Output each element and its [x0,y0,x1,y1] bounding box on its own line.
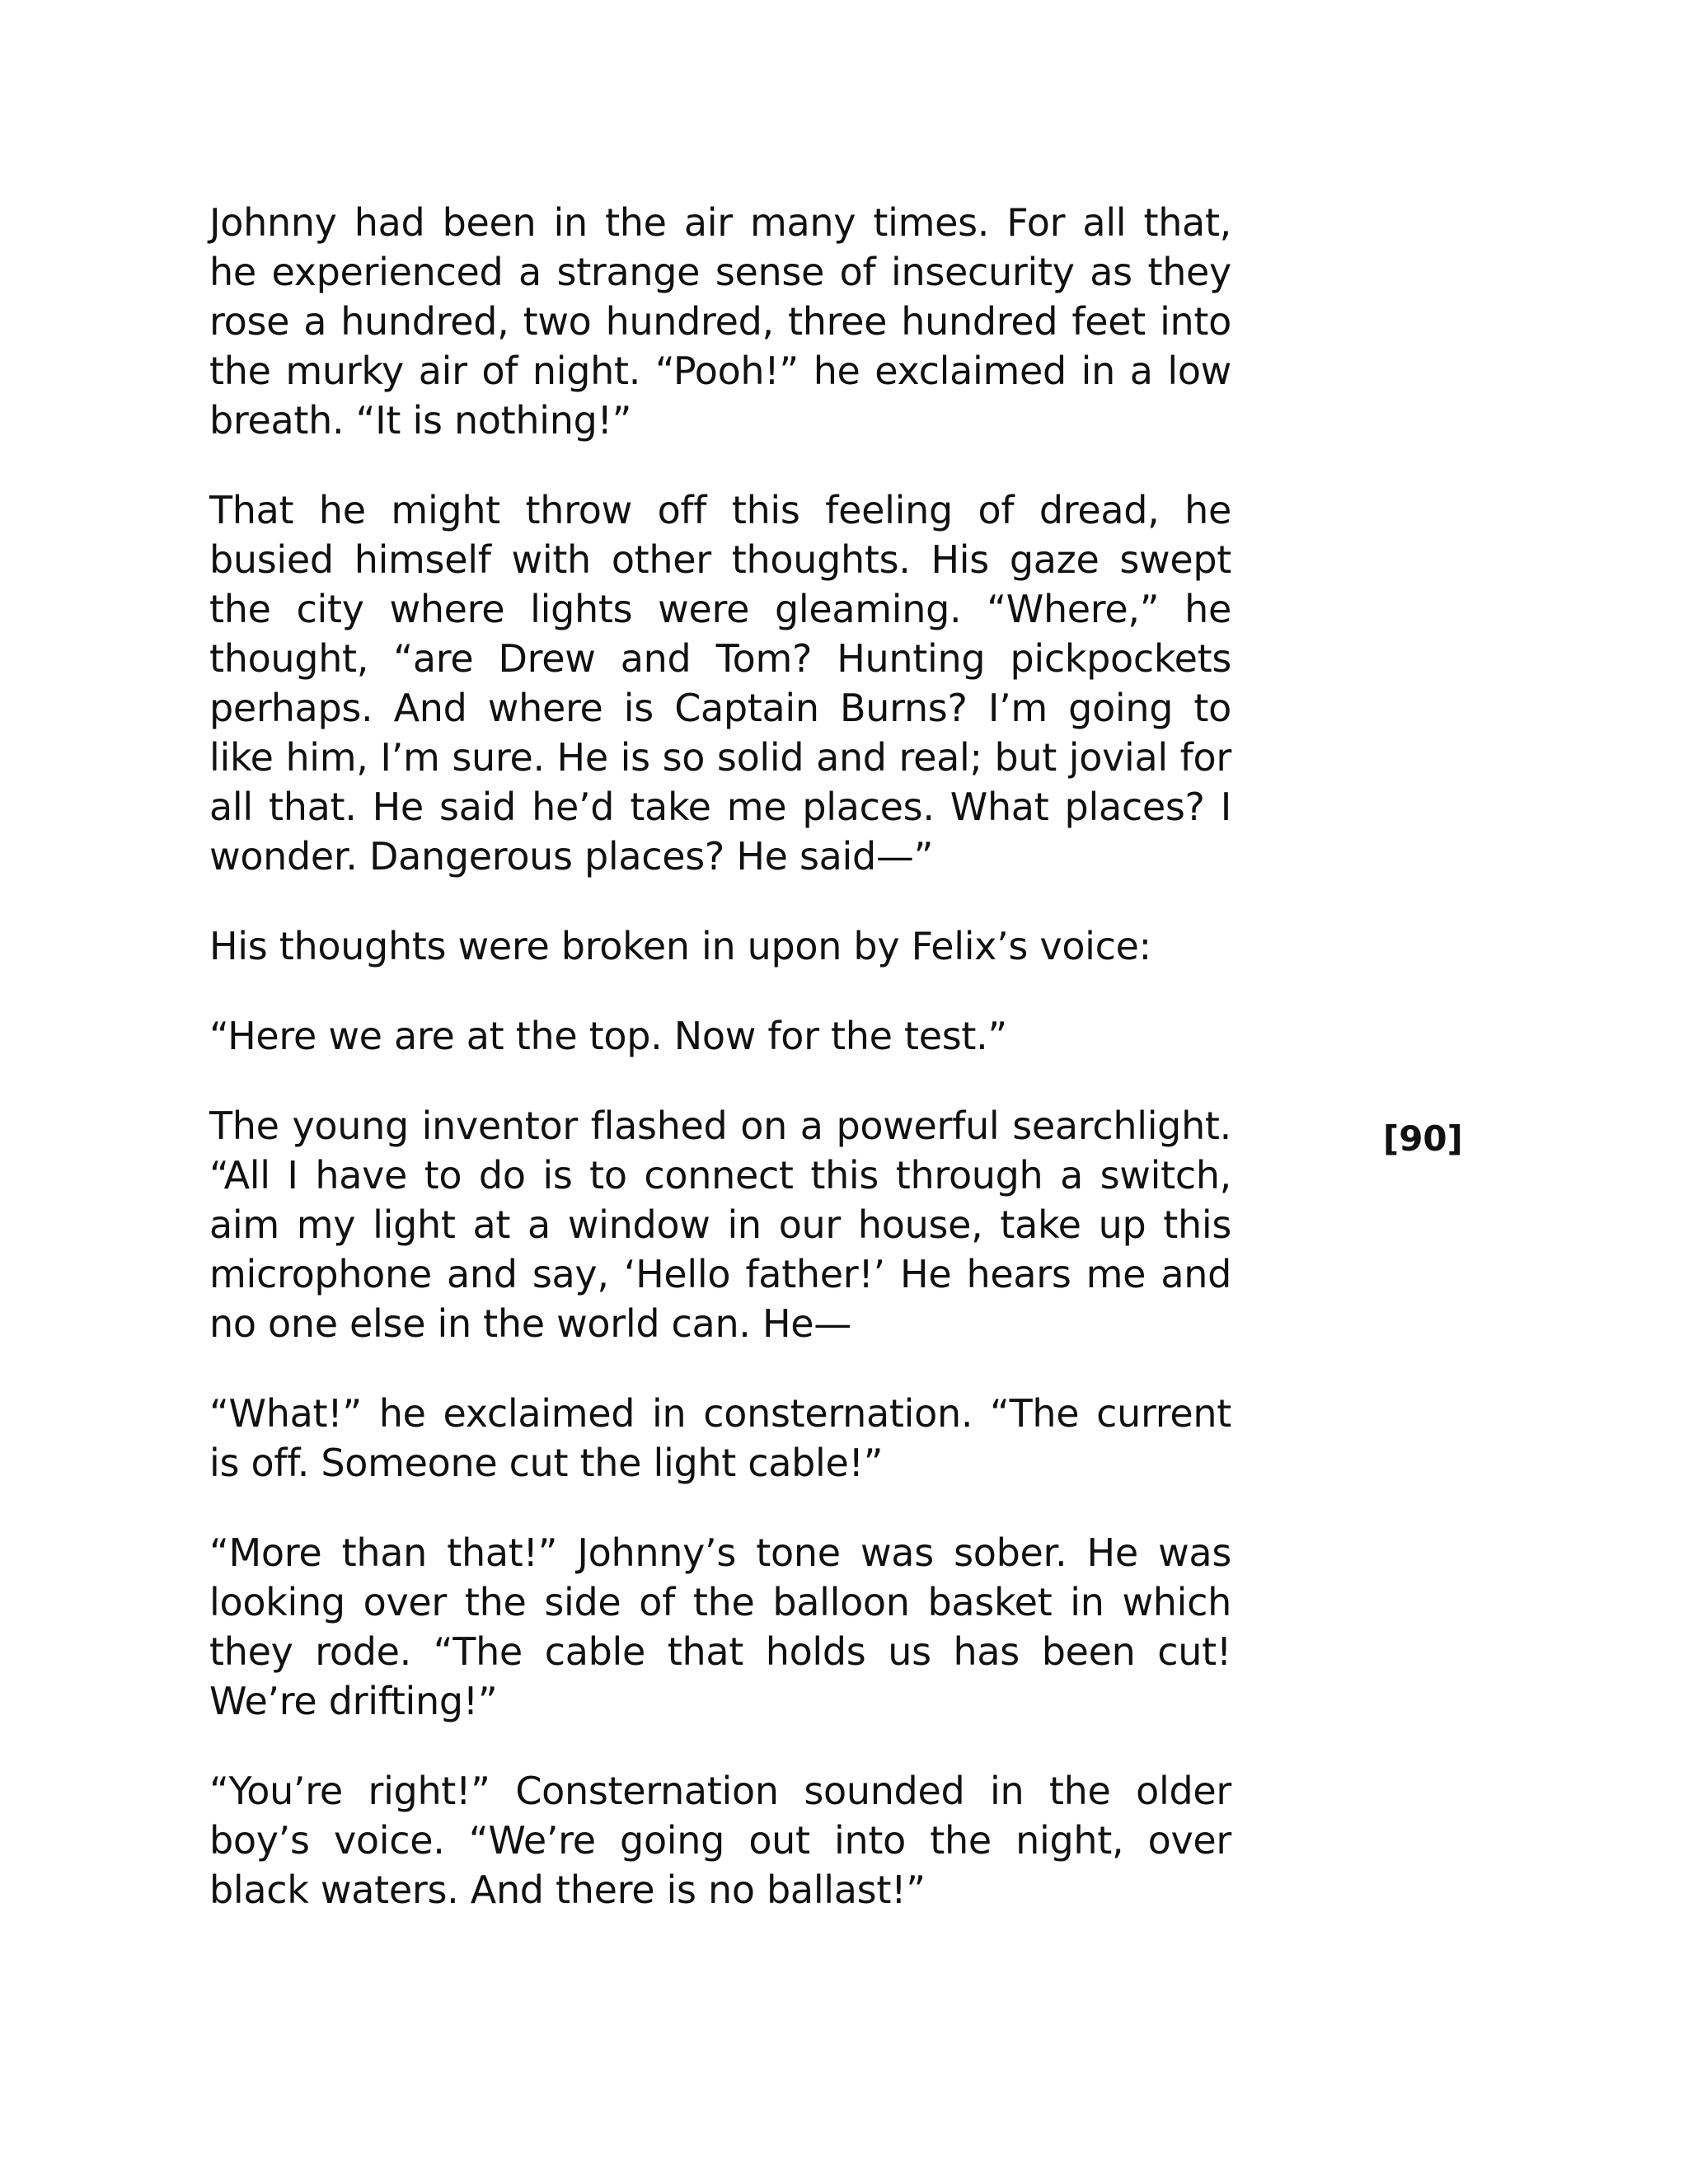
page-number: [90] [1383,1118,1463,1159]
paragraph: Johnny had been in the air many times. For all that, he experienced a strange sense of insecurity as they rose a hundred, two hundred, three hundred feet into the murky air of night. “Pooh!” he exclaimed in a low breath. “It is nothing!” [209,200,1231,443]
paragraph: “What!” he exclaimed in consternation. “The current is off. Someone cut the light cable!” [209,1391,1231,1485]
paragraph: “Here we are at the top. Now for the test.” [209,1014,1007,1058]
paragraph: “You’re right!” Consternation sounded in the older boy’s voice. “We’re going out into the night, over black waters. And there is no ballast!” [209,1769,1231,1912]
text-column [209,198,1231,1955]
paragraph: That he might throw off this feeling of dread, he busied himself with other thoughts. His gaze swept the city where lights were gleaming. “Where,” he thought, “are Drew and Tom? Hunting pickpockets perhaps. And where is Captain Burns? I’m going to like him, I’m sure. He is so solid and real; but jovial for all that. He said he’d take me places. What places? I wonder. Dangerous places? He said—” [209,488,1231,879]
paragraph: His thoughts were broken in upon by Felix’s voice: [209,924,1151,968]
paragraph: The young inventor flashed on a powerful searchlight. “All I have to do is to connect this through a switch, aim my light at a window in our house, take up this microphone and say, ‘Hello father!’ He hears me and no one else in the world can. He— [209,1104,1231,1346]
paragraph: “More than that!” Johnny’s tone was sober. He was looking over the side of the balloon basket in which they rode. “The cable that holds us has been cut! We’re drifting!” [209,1530,1231,1723]
